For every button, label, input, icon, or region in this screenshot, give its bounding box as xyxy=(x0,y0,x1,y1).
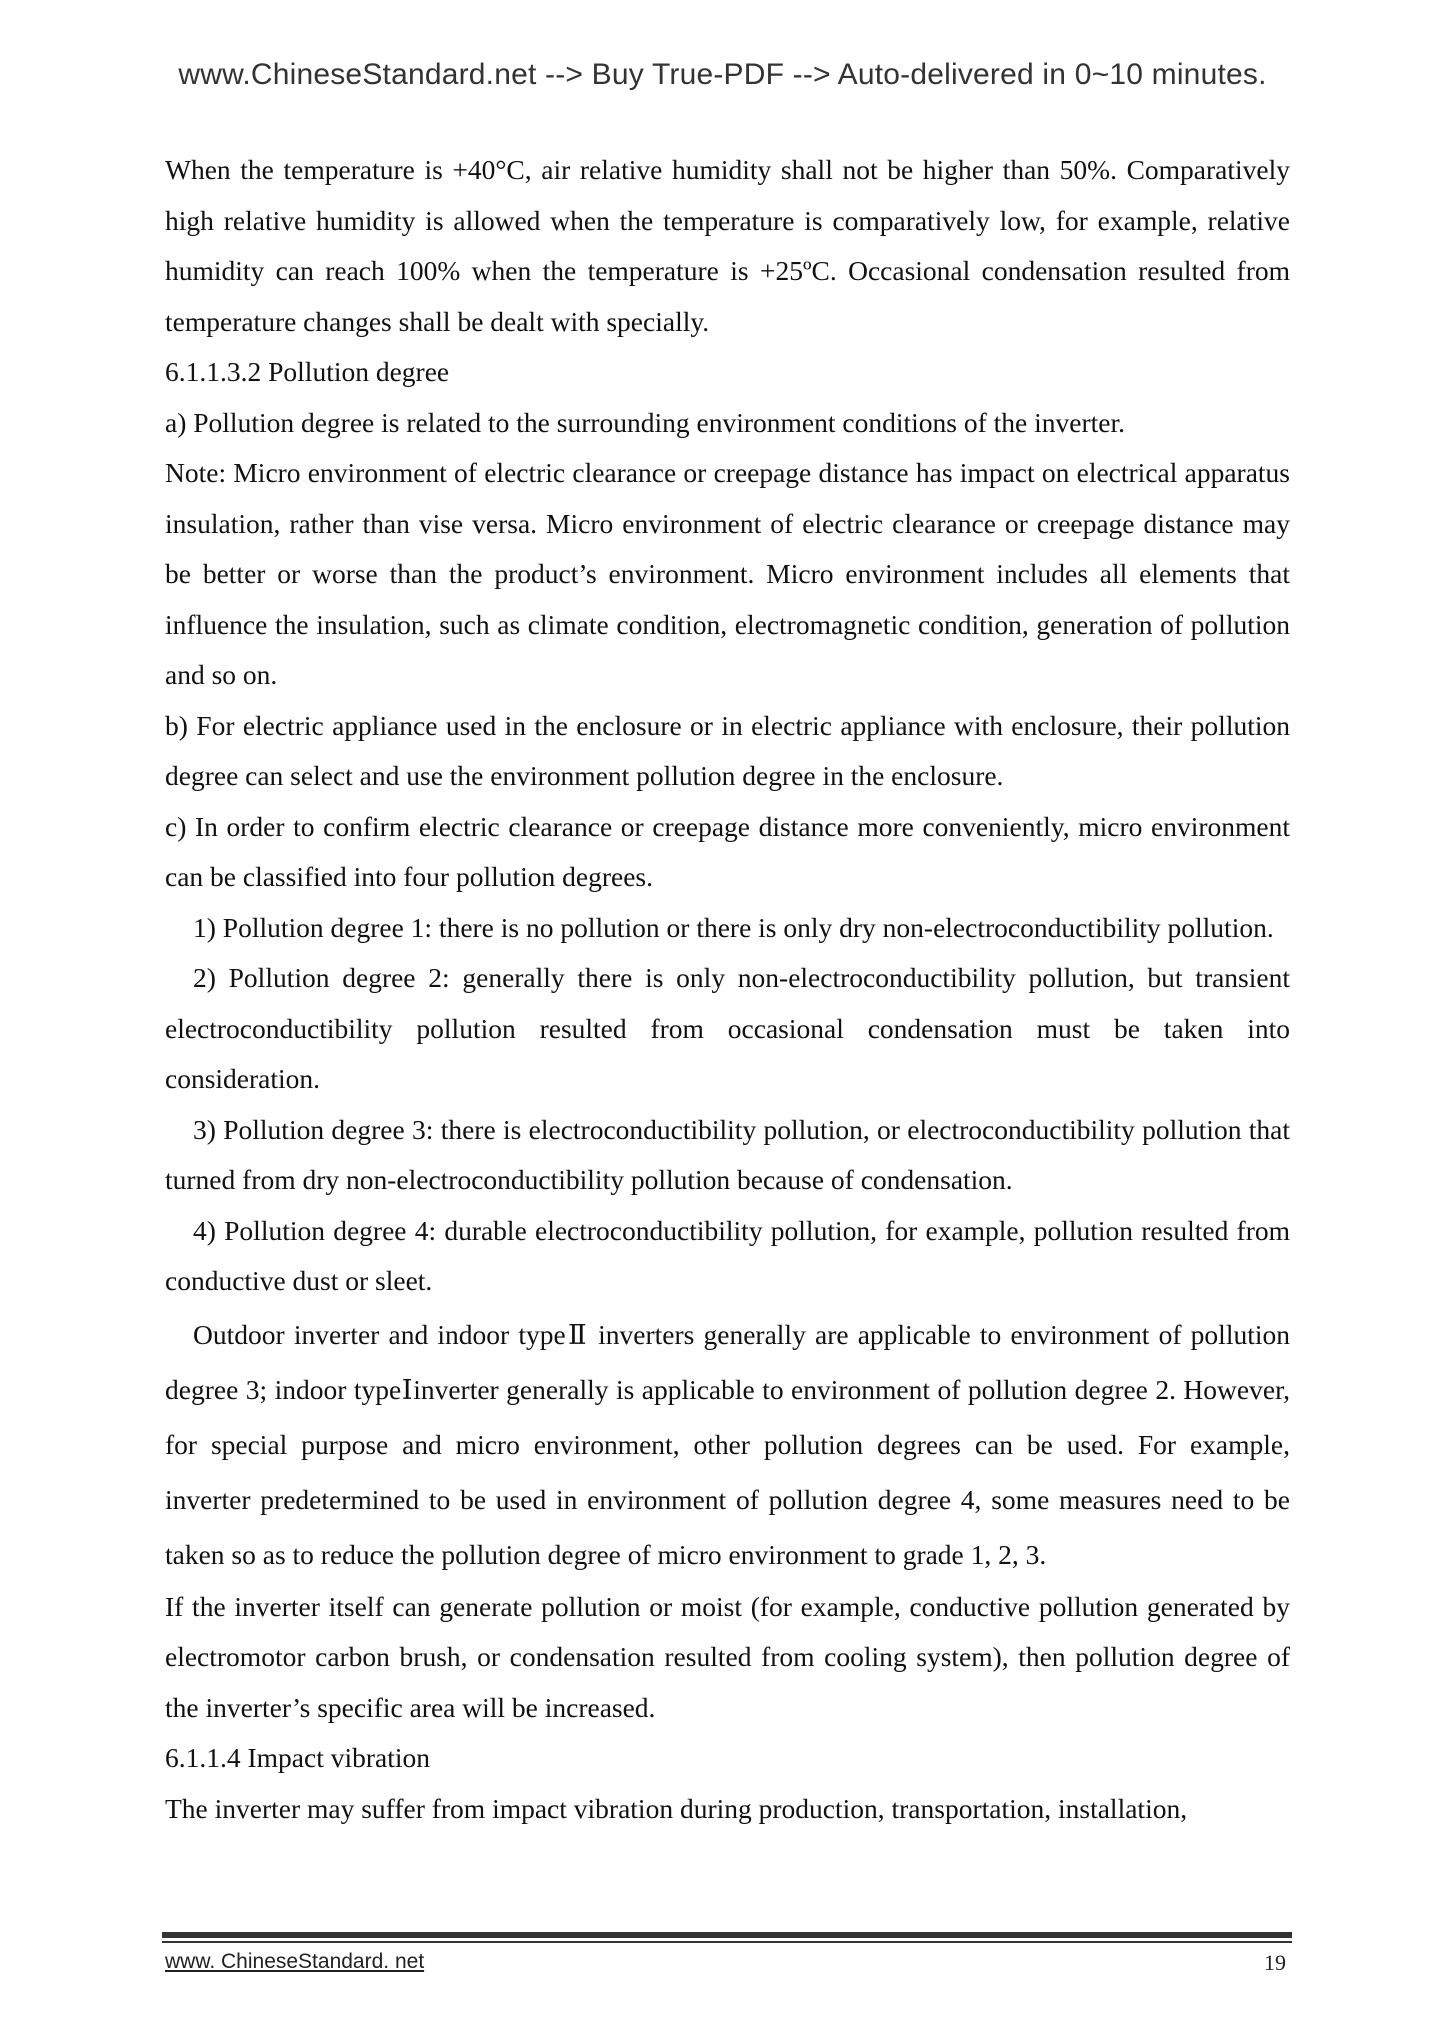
heading-pollution-degree: 6.1.1.3.2 Pollution degree xyxy=(165,356,450,387)
footer-rule-thin xyxy=(162,1941,1292,1943)
header-banner[interactable]: www.ChineseStandard.net --> Buy True-PDF --> Auto-delivered in 0~10 minutes. xyxy=(178,58,1267,91)
list-item-pollution-3: 3) Pollution degree 3: there is electroconductibility pollution, or electroconductibility pollution that turned from dry non-electroconductibility pollution because of condensation. xyxy=(165,1113,1290,1195)
paragraph-self-pollution: If the inverter itself can generate pollution or moist (for example, conductive pollution generated by electromotor carbon brush, or condensation resulted from cooling system), then pollution degree of the inverter’s specific area will be increased. xyxy=(165,1590,1290,1723)
page-number: 19 xyxy=(1264,1950,1286,1975)
paragraph-humidity: When the temperature is +40°C, air relative humidity shall not be higher than 50%. Comparatively high relative humidity is allowed when the temperature is comparatively low, for example, relative humidity can reach 100% when the temperature is +25ºC. Occasional condensation resulted from temperature changes shall be dealt with specially. xyxy=(165,154,1290,337)
paragraph-note: Note: Micro environment of electric clearance or creepage distance has impact on electrical apparatus insulation, rather than vise versa. Micro environment of electric clearance or creepage distance may be better or worse than the product’s environment. Micro environment includes all elements that influence the insulation, such as climate condition, electromagnetic condition, generation of pollution and so on. xyxy=(165,457,1290,690)
paragraph-impact-vibration: The inverter may suffer from impact vibration during production, transportation, installation, xyxy=(165,1792,1188,1824)
list-item-pollution-2: 2) Pollution degree 2: generally there is only non-electroconductibility pollution, but transient electroconductibility pollution resulted from occasional condensation must be taken into consideration. xyxy=(165,962,1290,1094)
list-item-pollution-1: 1) Pollution degree 1: there is no pollution or there is only dry non-electroconductibility pollution. xyxy=(193,911,1274,943)
document-body xyxy=(165,145,1290,1834)
paragraph-item-a: a) Pollution degree is related to the surrounding environment conditions of the inverter. xyxy=(165,406,1125,438)
footer-rule xyxy=(162,1932,1292,1938)
list-item-pollution-4: 4) Pollution degree 4: durable electroconductibility pollution, for example, pollution resulted from conductive dust or sleet. xyxy=(165,1214,1290,1296)
paragraph-item-b: b) For electric appliance used in the enclosure or in electric appliance with enclosure, their pollution degree can select and use the environment pollution degree in the enclosure. xyxy=(165,709,1290,791)
paragraph-inverter-types: Outdoor inverter and indoor typeⅡ inverters generally are applicable to environment of pollution degree 3; indoor typeⅠinverter generally is applicable to environment of pollution degree 2. However, for special purpose and micro environment, other pollution degrees can be used. For example, inverter predetermined to be used in environment of pollution degree 4, some measures need to be taken so as to reduce the pollution degree of micro environment to grade 1, 2, 3. xyxy=(165,1318,1290,1570)
footer-link[interactable]: www. ChineseStandard. net xyxy=(165,1950,425,1973)
heading-impact-vibration: 6.1.1.4 Impact vibration xyxy=(165,1742,431,1773)
paragraph-item-c: c) In order to confirm electric clearance or creepage distance more conveniently, micro environment can be classified into four pollution degrees. xyxy=(165,810,1290,892)
